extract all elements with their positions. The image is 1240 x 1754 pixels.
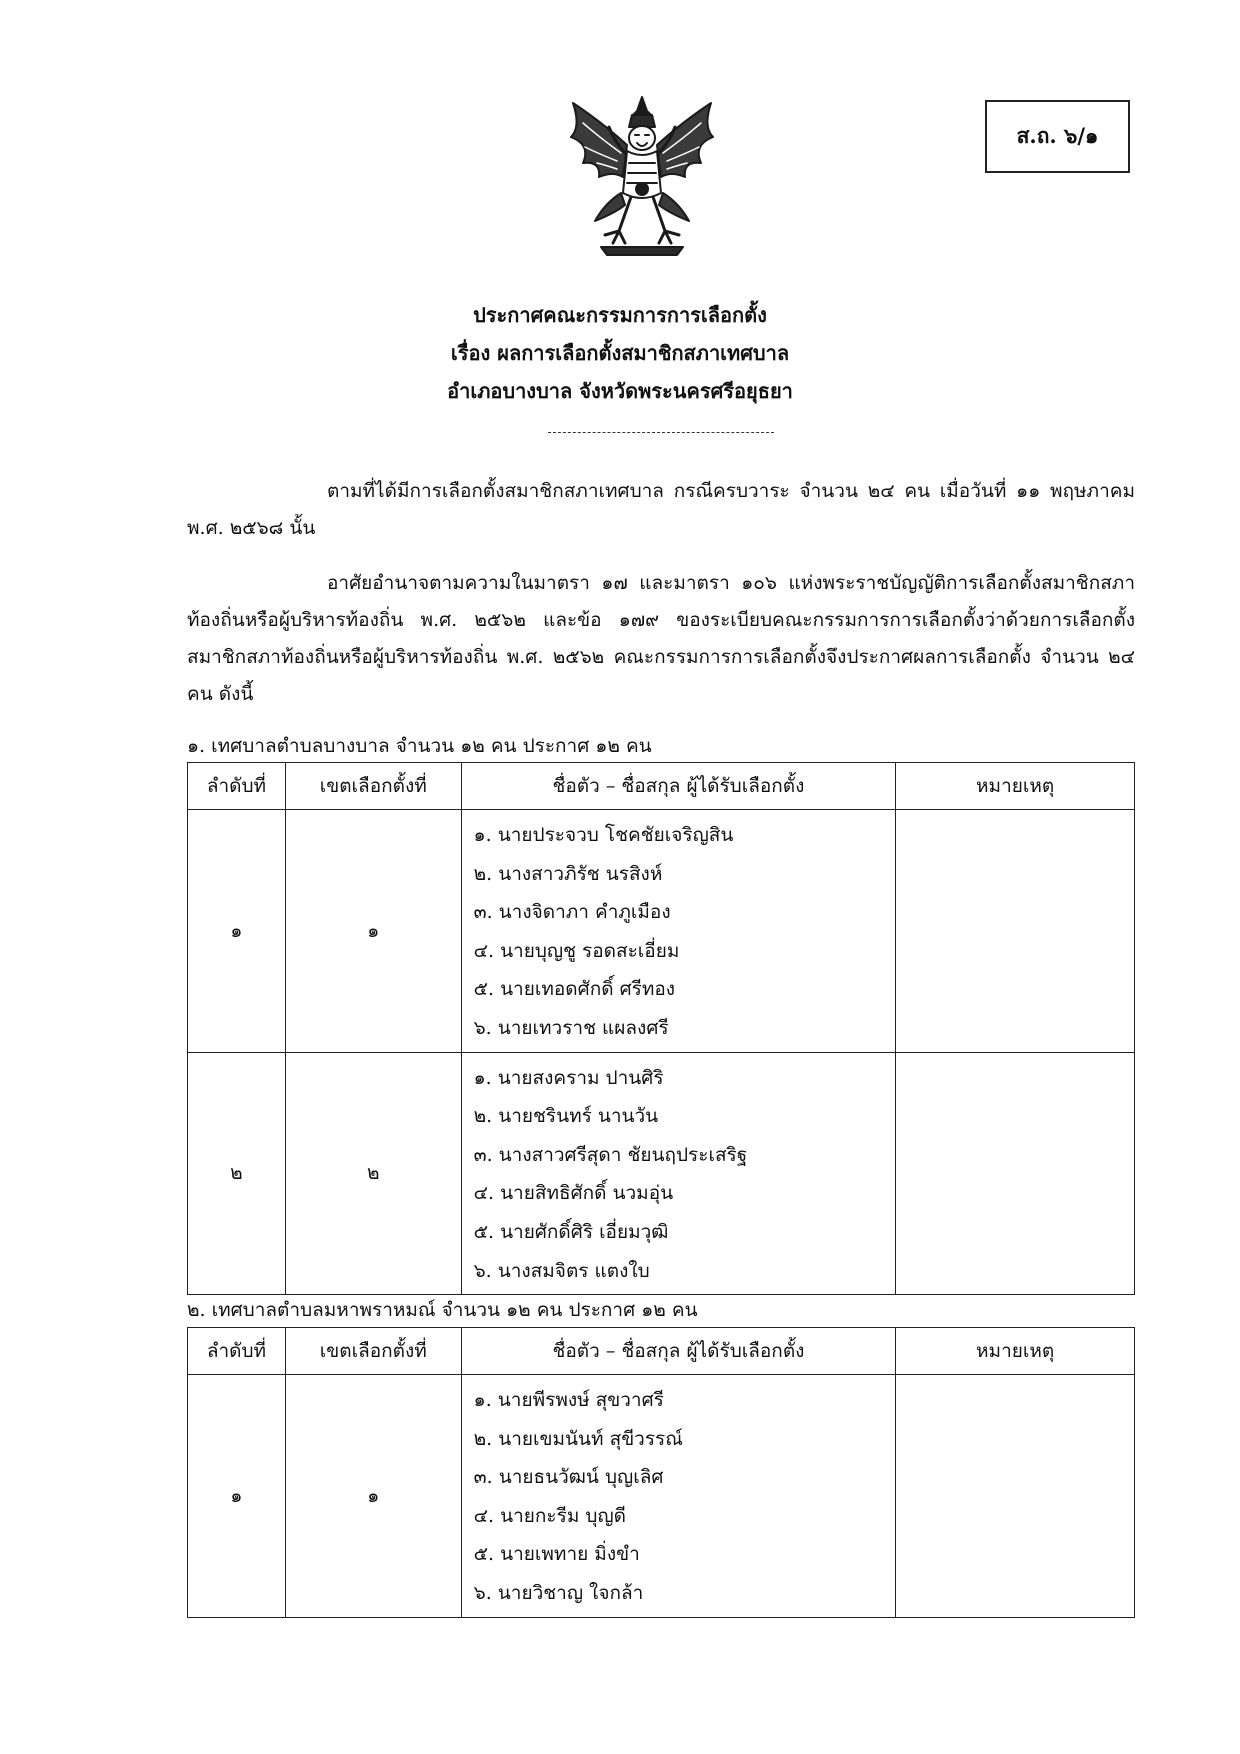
table-header-row: [188, 1328, 1135, 1375]
row-members: [461, 810, 896, 1053]
row-zone: ๑: [285, 1375, 461, 1618]
list-item: ๓. นางจิดาภา คำภูเมือง: [473, 901, 671, 924]
intro-paragraph-1-text: ตามที่ได้มีการเลือกตั้งสมาชิกสภาเทศบาล กรณีครบวาระ จำนวน ๒๔ คน เมื่อวันที่ ๑๑ พฤษภาคม พ.ศ. ๒๕๖๘ นั้น: [187, 480, 1135, 539]
header-order: ลำดับที่: [188, 1328, 286, 1375]
header-title: ประกาศคณะกรรมการการเลือกตั้ง: [473, 303, 767, 327]
table-header-row: [188, 763, 1135, 810]
list-item: ๖. นางสมจิตร แตงใบ: [473, 1259, 650, 1282]
list-item: ๒. นายเขมนันท์ สุขีวรรณ์: [473, 1427, 683, 1450]
row-order: ๒: [188, 1052, 286, 1295]
header-name: ชื่อตัว – ชื่อสกุล ผู้ได้รับเลือกตั้ง: [461, 763, 896, 810]
list-item: ๕. นายศักดิ์ศิริ เอี่ยมวุฒิ: [473, 1220, 669, 1243]
row-order: ๑: [188, 1375, 286, 1618]
row-note: [896, 810, 1135, 1053]
section-2-heading: ๒. เทศบาลตำบลมหาพราหมณ์ จำนวน ๑๒ คน ประกาศ ๑๒ คน: [187, 1299, 698, 1321]
list-item: ๒. นางสาวภิรัช นรสิงห์: [473, 862, 663, 885]
row-members: [461, 1375, 896, 1618]
list-item: ๔. นายกะรีม บุญดี: [473, 1504, 626, 1527]
list-item: ๕. นายเพทาย มิ่งขำ: [473, 1543, 640, 1566]
garuda-emblem-icon: [565, 93, 720, 263]
header-location: อำเภอบางบาล จังหวัดพระนครศรีอยุธยา: [447, 379, 793, 403]
list-item: ๓. นายธนวัฒน์ บุญเลิศ: [473, 1466, 664, 1489]
form-code-box: [985, 100, 1130, 173]
row-zone: ๒: [285, 1052, 461, 1295]
list-item: ๔. นายบุญชู รอดสะเอี่ยม: [473, 939, 680, 962]
announcement-header: [300, 296, 940, 410]
intro-paragraph-2: [187, 565, 1135, 713]
list-item: ๑. นายพีรพงษ์ สุขวาศรี: [473, 1389, 664, 1411]
list-item: ๖. นายเทวราช แผลงศรี: [473, 1016, 669, 1039]
row-zone: ๑: [285, 810, 461, 1053]
header-name: ชื่อตัว – ชื่อสกุล ผู้ได้รับเลือกตั้ง: [461, 1328, 896, 1375]
list-item: ๕. นายเทอดศักดิ์ ศรีทอง: [473, 978, 676, 1001]
section-2-table: [187, 1327, 1135, 1618]
row-members: [461, 1052, 896, 1295]
intro-paragraph-2-text: อาศัยอำนาจตามความในมาตรา ๑๗ และมาตรา ๑๐๖ แห่งพระราชบัญญัติการเลือกตั้งสมาชิกสภาท้องถิ่นหรือผู้บริหารท้องถิ่น พ.ศ. ๒๕๖๒ และข้อ ๑๗๙ ของระเบียบคณะกรรมการการเลือกตั้งว่าด้วยการเลือกตั้งสมาชิกสภาท้องถิ่นหรือผู้บริหารท้องถิ่น พ.ศ. ๒๕๖๒ คณะกรรมการการเลือกตั้งจึงประกาศผลการเลือกตั้ง จำนวน ๒๔ คน ดังนี้: [187, 572, 1135, 705]
row-order: ๑: [188, 810, 286, 1053]
header-divider: [548, 432, 774, 433]
header-zone: เขตเลือกตั้งที่: [285, 763, 461, 810]
header-order: ลำดับที่: [188, 763, 286, 810]
row-note: [896, 1375, 1135, 1618]
section-1-heading: ๑. เทศบาลตำบลบางบาล จำนวน ๑๒ คน ประกาศ ๑๒ คน: [187, 735, 652, 757]
header-note: หมายเหตุ: [896, 1328, 1135, 1375]
table-row: [188, 1052, 1135, 1295]
form-code-label: ส.ถ. ๖/๑: [1016, 123, 1099, 148]
list-item: ๑. นายสงคราม ปานศิริ: [473, 1066, 664, 1089]
list-item: ๑. นายประจวบ โชคชัยเจริญสิน: [473, 824, 734, 846]
header-subject: เรื่อง ผลการเลือกตั้งสมาชิกสภาเทศบาล: [450, 341, 790, 365]
header-zone: เขตเลือกตั้งที่: [285, 1328, 461, 1375]
list-item: ๖. นายวิชาญ ใจกล้า: [473, 1581, 644, 1604]
section-1-table: [187, 762, 1135, 1295]
list-item: ๓. นางสาวศรีสุดา ชัยนฤประเสริฐ: [473, 1143, 748, 1166]
table-row: [188, 1375, 1135, 1618]
list-item: ๔. นายสิทธิศักดิ์ นวมอุ่น: [473, 1182, 674, 1205]
intro-paragraph-1: [187, 473, 1135, 547]
row-note: [896, 1052, 1135, 1295]
list-item: ๒. นายชรินทร์ นานวัน: [473, 1105, 659, 1128]
header-note: หมายเหตุ: [896, 763, 1135, 810]
table-row: [188, 810, 1135, 1053]
